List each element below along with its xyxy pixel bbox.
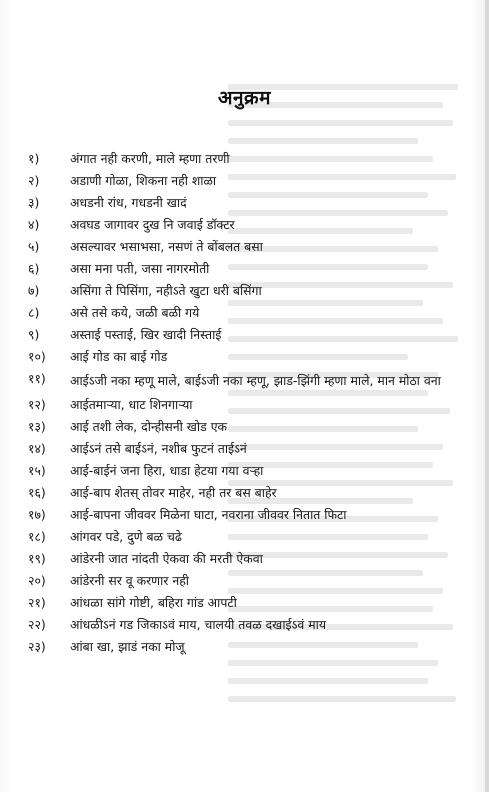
list-item (28, 347, 478, 369)
list-item-text: आई गोड का बाई गोड (70, 349, 168, 364)
list-item-text: अस्ताई पस्ताई, खिर खादी निस्ताई (70, 327, 222, 342)
list-item (28, 237, 478, 259)
list-item (28, 303, 478, 325)
list-item-text: आंगवर पडे, दुणे बळ चढे (70, 529, 182, 544)
list-item (28, 259, 478, 281)
page-edge-shadow (485, 0, 489, 792)
list-item-number: २१) (28, 595, 46, 610)
list-item-text: आई-बापना जीववर मिळेना घाटा, नवराना जीववर नितात फिटा (70, 507, 347, 522)
list-item-number: २३) (28, 639, 46, 654)
list-item-number: ७) (28, 283, 40, 298)
list-item-number: ५) (28, 239, 40, 254)
list-item-number: २२) (28, 617, 46, 632)
contents-list (28, 149, 478, 659)
list-item-text: अडाणी गोळा, शिकना नही शाळा (70, 173, 217, 188)
list-item-number: २) (28, 173, 40, 188)
list-item (28, 527, 478, 549)
list-item-number: १२) (28, 397, 46, 412)
list-item-number: ८) (28, 305, 40, 320)
list-item-text: आईतमाऱ्या, धाट शिनगाऱ्या (70, 397, 193, 412)
list-item (28, 325, 478, 347)
list-item-text: असल्यावर भसाभसा, नसणं ते बोंबलत बसा (70, 239, 263, 254)
list-item-number: १५) (28, 463, 46, 478)
list-item-text: आईऽजी नका म्हणू माले, बाईऽजी नका म्हणू, झाड-झिंगी म्हणा माले, मान मोठा वना (70, 373, 441, 388)
list-item-number: २०) (28, 573, 46, 588)
list-item-number: ९) (28, 327, 40, 342)
list-item-text: असे तसे कये, जळी बळी गये (70, 305, 200, 320)
list-item-text: अधडनी रांध, गधडनी खादं (70, 195, 187, 210)
list-item (28, 483, 478, 505)
list-item-text: आईऽनं तसे बाईऽनं, नशीब फुटनं ताईऽनं (70, 441, 247, 456)
list-item-text: अंगात नही करणी, माले म्हणा तरणी (70, 151, 230, 166)
list-item-text: आंधळा सांगे गोष्टी, बहिरा गांड आपटी (70, 595, 237, 610)
list-item-number: १९) (28, 551, 46, 566)
list-item-number: ११) (28, 371, 46, 386)
list-item-number: ६) (28, 261, 40, 276)
list-item-number: १३) (28, 419, 46, 434)
list-item (28, 171, 478, 193)
list-item-text: अवघड जागावर दुख नि जवाई डॉक्टर (70, 217, 235, 232)
list-item (28, 149, 478, 171)
list-item-number: १०) (28, 349, 46, 364)
list-item (28, 461, 478, 483)
list-item (28, 637, 478, 659)
page-title: अनुक्रम (217, 87, 271, 109)
list-item (28, 549, 478, 571)
list-item (28, 417, 478, 439)
list-item-text: आई-बाईनं जना हिरा, धाडा हेटया गया वऱ्हा (70, 463, 264, 478)
list-item-number: १४) (28, 441, 46, 456)
list-item (28, 369, 478, 395)
list-item (28, 505, 478, 527)
list-item (28, 215, 478, 237)
list-item (28, 593, 478, 615)
list-item-text: आंडेरनी जात नांदती ऐकवा की मरती ऐकवा (70, 551, 263, 566)
list-item-text: आंधळीऽनं गड जिकाऽवं माय, चालयी तवळ दखाईऽवं माय (70, 617, 327, 632)
list-item-text: असा मना पती, जसा नागरमोती (70, 261, 210, 276)
list-item-number: १७) (28, 507, 46, 522)
list-item (28, 281, 478, 303)
list-item-text: आई-बाप शेतस् तोवर माहेर, नही तर बस बाहेर (70, 485, 277, 500)
list-item-number: १६) (28, 485, 46, 500)
list-item-text: असिंगा ते पिसिंगा, नहीऽते खुटा धरी बसिंगा (70, 283, 262, 298)
list-item-number: १) (28, 151, 40, 166)
list-item (28, 395, 478, 417)
list-item-number: ४) (28, 217, 40, 232)
list-item (28, 571, 478, 593)
list-item-number: ३) (28, 195, 40, 210)
list-item-text: आंडेरनी सर वू करणार नही (70, 573, 190, 588)
list-item-text: आई तशी लेक, दोन्हीसनी खोड एक (70, 419, 228, 434)
list-item (28, 193, 478, 215)
list-item (28, 615, 478, 637)
list-item-text: आंबा खा, झाडं नका मोजू (70, 639, 185, 654)
list-item-number: १८) (28, 529, 46, 544)
list-item (28, 439, 478, 461)
